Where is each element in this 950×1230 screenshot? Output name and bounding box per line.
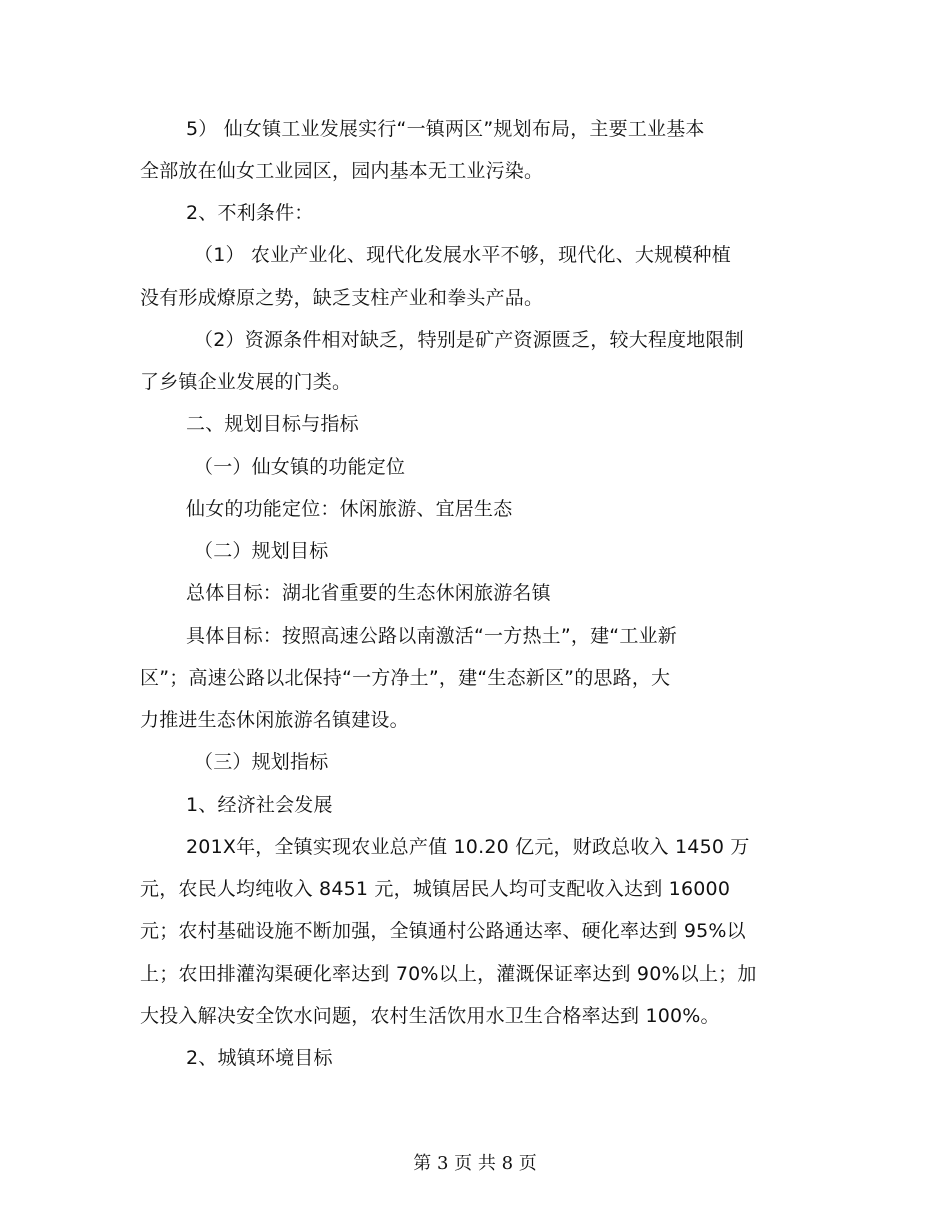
paragraph-line: 总体目标：湖北省重要的生态休闲旅游名镇 bbox=[186, 582, 551, 604]
paragraph-line: 5） 仙女镇工业发展实行“一镇两区”规划布局，主要工业基本 bbox=[186, 118, 705, 140]
paragraph-line: 区”；高速公路以北保持“一方净土”，建“生态新区”的思路，大 bbox=[140, 667, 671, 689]
paragraph-line: （1） 农业产业化、现代化发展水平不够，现代化、大规模种植 bbox=[194, 244, 731, 266]
paragraph-line: 上；农田排灌沟渠硬化率达到 70%以上，灌溉保证率达到 90%以上；加 bbox=[140, 963, 757, 985]
paragraph-line: 元，农民人均纯收入 8451 元，城镇居民人均可支配收入达到 16000 bbox=[140, 878, 731, 900]
section-heading: 1、经济社会发展 bbox=[186, 794, 333, 816]
paragraph-line: 大投入解决安全饮水问题，农村生活饮用水卫生合格率达到 100%。 bbox=[140, 1005, 720, 1027]
subsection-heading: （一）仙女镇的功能定位 bbox=[194, 456, 406, 478]
section-heading: 2、不利条件： bbox=[186, 202, 314, 224]
paragraph-line: 元；农村基础设施不断加强，全镇通村公路通达率、硬化率达到 95%以 bbox=[140, 920, 746, 942]
paragraph-line: 全部放在仙女工业园区，园内基本无工业污染。 bbox=[140, 160, 544, 182]
paragraph-line: 没有形成燎原之势，缺乏支柱产业和拳头产品。 bbox=[140, 287, 544, 309]
paragraph-line: 力推进生态休闲旅游名镇建设。 bbox=[140, 709, 409, 731]
paragraph-line: 201X年，全镇实现农业总产值 10.20 亿元，财政总收入 1450 万 bbox=[186, 836, 750, 858]
subsection-heading: （三）规划指标 bbox=[194, 751, 329, 773]
section-heading: 2、城镇环境目标 bbox=[186, 1047, 333, 1069]
paragraph-line: （2）资源条件相对缺乏，特别是矿产资源匮乏，较大程度地限制 bbox=[194, 329, 744, 351]
paragraph-line: 具体目标：按照高速公路以南激活“一方热土”，建“工业新 bbox=[186, 625, 677, 647]
paragraph-line: 了乡镇企业发展的门类。 bbox=[140, 371, 352, 393]
page-number-footer: 第 3 页 共 8 页 bbox=[413, 1153, 537, 1174]
subsection-heading: （二）规划目标 bbox=[194, 540, 329, 562]
section-heading: 二、规划目标与指标 bbox=[186, 413, 359, 435]
paragraph-line: 仙女的功能定位：休闲旅游、宜居生态 bbox=[186, 498, 513, 520]
